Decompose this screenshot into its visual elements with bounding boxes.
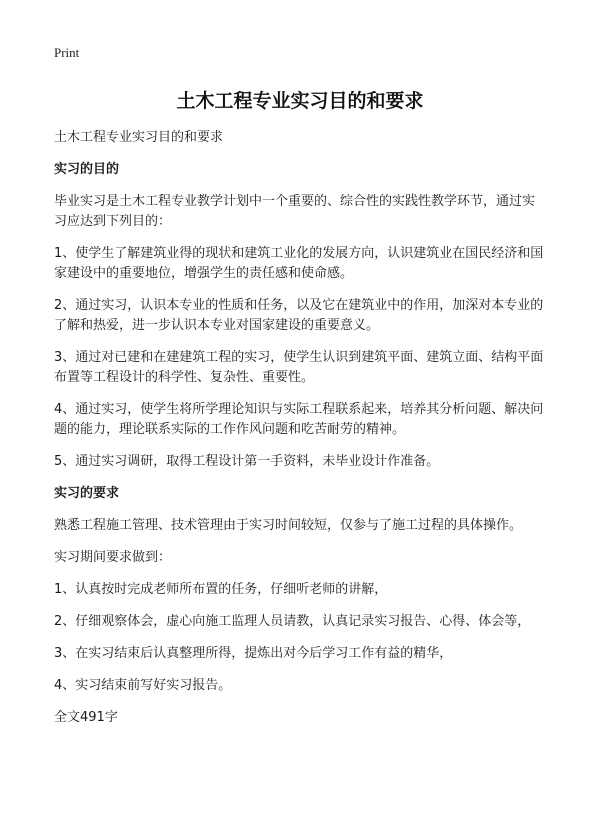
print-label[interactable]: Print bbox=[54, 45, 80, 60]
requirements-lead: 实习期间要求做到： bbox=[54, 550, 172, 565]
word-count: 全文491字 bbox=[54, 710, 118, 725]
section-requirements bbox=[54, 484, 546, 696]
requirement-item-1: 1、认真按时完成老师所布置的任务，仔细听老师的讲解， bbox=[54, 582, 388, 597]
requirement-item-2: 2、仔细观察体会，虚心向施工监理人员请教，认真记录实习报告、心得、体会等， bbox=[54, 614, 531, 629]
requirements-intro: 熟悉工程施工管理、技术管理由于实习时间较短，仅参与了施工过程的具体操作。 bbox=[54, 518, 523, 533]
purpose-item-1: 1、使学生了解建筑业得的现状和建筑工业化的发展方向，认识建筑业在国民经济和国家建设中的重要地位，增强学生的责任感和使命感。 bbox=[54, 246, 544, 281]
requirement-item-4: 4、实习结束前写好实习报告。 bbox=[54, 678, 232, 693]
section-heading-requirements: 实习的要求 bbox=[54, 486, 120, 501]
document-subtitle: 土木工程专业实习目的和要求 bbox=[54, 130, 224, 145]
document-title: 土木工程专业实习目的和要求 bbox=[176, 90, 424, 112]
requirement-item-3: 3、在实习结束后认真整理所得，提炼出对今后学习工作有益的精华， bbox=[54, 646, 453, 661]
purpose-item-5: 5、通过实习调研，取得工程设计第一手资料，未毕业设计作准备。 bbox=[54, 454, 440, 469]
purpose-item-3: 3、通过对已建和在建建筑工程的实习，使学生认识到建筑平面、建筑立面、结构平面布置等工程设计的科学性、复杂性、重要性。 bbox=[54, 350, 544, 385]
section-purpose bbox=[54, 160, 546, 472]
purpose-intro: 毕业实习是土木工程专业教学计划中一个重要的、综合性的实践性教学环节，通过实习应达到下列目的： bbox=[54, 194, 536, 229]
purpose-item-2: 2、通过实习，认识本专业的性质和任务，以及它在建筑业中的作用，加深对本专业的了解和热爱，进一步认识本专业对国家建设的重要意义。 bbox=[54, 298, 544, 333]
purpose-item-4: 4、通过实习，使学生将所学理论知识与实际工程联系起来，培养其分析问题、解决问题的能力，理论联系实际的工作作风问题和吃苦耐劳的精神。 bbox=[54, 402, 544, 437]
section-heading-purpose: 实习的目的 bbox=[54, 162, 120, 177]
